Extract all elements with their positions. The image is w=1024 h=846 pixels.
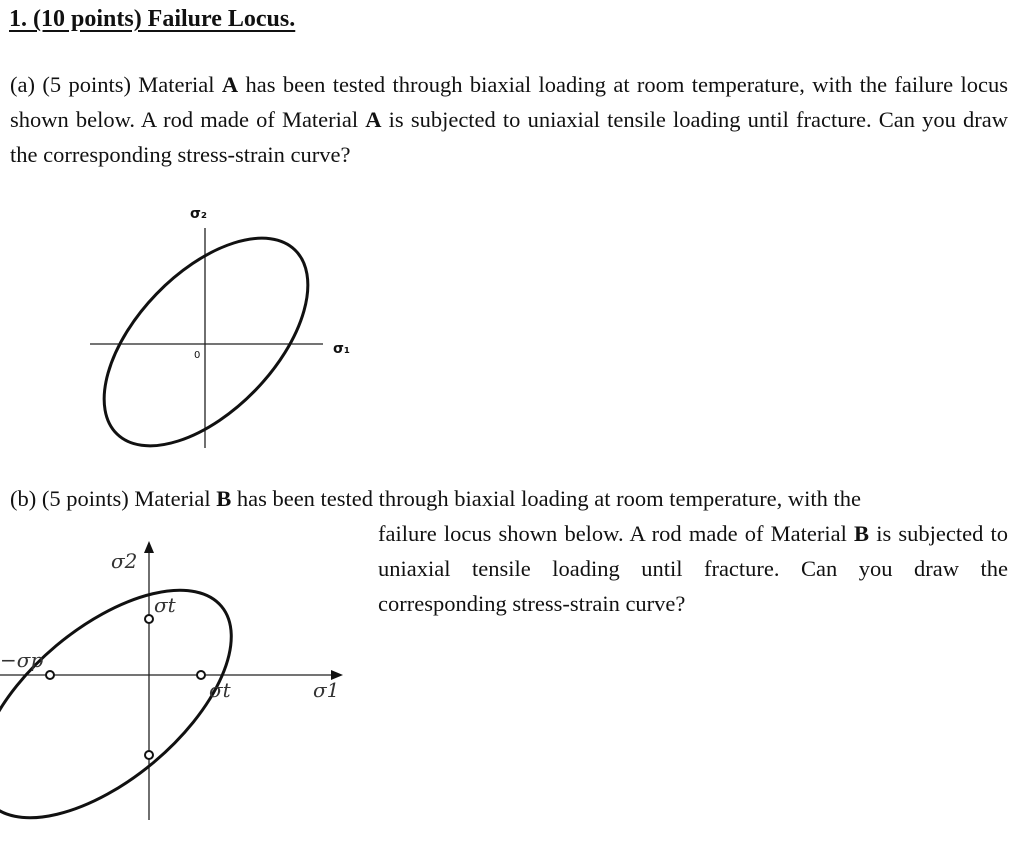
fig-b-point-sigma-t-y	[145, 615, 153, 623]
part-b-text-rest: failure locus shown below. A rod made of Material B is subjected to uniaxial tensile loading until fracture. Can you draw the corresponding stress-strain curve?	[378, 521, 1008, 616]
fig-a-sigma1-label: σ₁	[333, 341, 351, 357]
fig-a-sigma2-label: σ₂	[190, 206, 208, 222]
fig-a-origin-label: 0	[194, 350, 201, 361]
fig-b-sigma1-label: σ1	[313, 678, 340, 702]
question-title: 1. (10 points) Failure Locus.	[9, 6, 296, 32]
fig-b-point-neg-sigma-p	[46, 671, 54, 679]
fig-b-neg-sigma-p-label: −σp	[0, 648, 44, 672]
fig-b-point-lower	[145, 751, 153, 759]
part-a-text: (a) (5 points) Material A has been tested through biaxial loading at room temperature, with the failure locus shown below. A rod made of Material A is subjected to uniaxial tensile loading until fracture. Can you draw the corresponding stress-strain curve?	[10, 72, 1009, 167]
fig-b-sigma-t-label-x: σt	[209, 678, 231, 702]
part-b-text-line1: (b) (5 points) Material B has been tested through biaxial loading at room temperature, with the	[10, 486, 862, 511]
fig-b-sigma2-label: σ2	[111, 549, 138, 573]
fig-b-sigma2-arrowhead	[144, 541, 154, 553]
fig-b-sigma-t-label-y: σt	[154, 593, 176, 617]
fig-b-point-sigma-t-x	[197, 671, 205, 679]
